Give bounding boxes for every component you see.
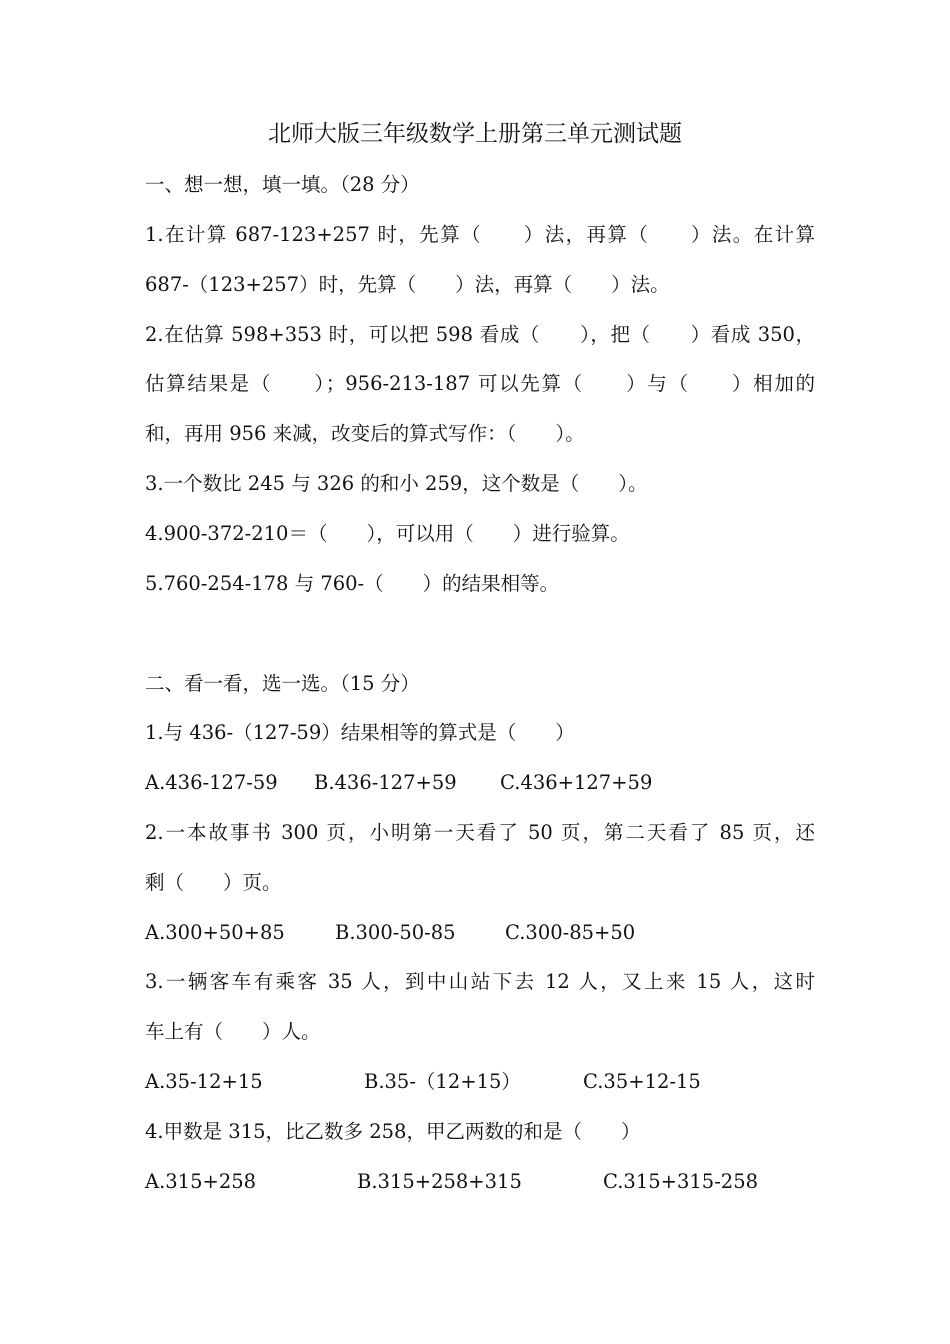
s1-q2-line2: 估算结果是（ ）；956-213-187 可以先算（ ）与（ ）相加的 xyxy=(145,372,815,395)
s2-q3-line1: 3.一辆客车有乘客 35 人，到中山站下去 12 人，又上来 15 人，这时 xyxy=(145,970,815,993)
option-c: C.436+127+59 xyxy=(500,771,653,794)
s2-q3-line2: 车上有（ ）人。 xyxy=(145,1020,321,1043)
s2-q4: 4.甲数是 315，比乙数多 258，甲乙两数的和是（ ） xyxy=(145,1120,641,1143)
section2-heading: 二、看一看，选一选。（15 分） xyxy=(145,672,420,695)
option-a: A.315+258 xyxy=(145,1170,257,1193)
option-c: C.315+315-258 xyxy=(603,1170,759,1193)
s2-q1: 1.与 436-（127-59）结果相等的算式是（ ） xyxy=(145,721,575,744)
s2-q2-line1: 2.一本故事书 300 页，小明第一天看了 50 页，第二天看了 85 页，还 xyxy=(145,821,815,844)
s1-q2-line1: 2.在估算 598+353 时，可以把 598 看成（ ），把（ ）看成 350， xyxy=(145,323,815,346)
option-c: C.35+12-15 xyxy=(583,1070,701,1093)
option-b: B.436-127+59 xyxy=(314,771,457,794)
option-b: B.300-50-85 xyxy=(335,921,456,944)
option-a: A.35-12+15 xyxy=(145,1070,263,1093)
s1-q1-line2: 687-（123+257）时，先算（ ）法，再算（ ）法。 xyxy=(145,273,670,296)
page-title: 北师大版三年级数学上册第三单元测试题 xyxy=(268,121,682,147)
option-a: A.436-127-59 xyxy=(145,771,278,794)
s1-q1-line1: 1.在计算 687-123+257 时，先算（ ）法，再算（ ）法。在计算 xyxy=(145,223,815,246)
s1-q2-line3: 和，再用 956 来减，改变后的算式写作：（ ）。 xyxy=(145,422,585,445)
option-b: B.35-（12+15） xyxy=(364,1070,521,1093)
s1-q4: 4.900-372-210＝（ ），可以用（ ）进行验算。 xyxy=(145,522,630,545)
option-a: A.300+50+85 xyxy=(145,921,285,944)
option-c: C.300-85+50 xyxy=(505,921,636,944)
section1-heading: 一、想一想，填一填。（28 分） xyxy=(145,173,420,196)
s1-q3: 3.一个数比 245 与 326 的和小 259，这个数是（ ）。 xyxy=(145,472,648,495)
s1-q5: 5.760-254-178 与 760-（ ）的结果相等。 xyxy=(145,572,560,595)
s2-q2-line2: 剩（ ）页。 xyxy=(145,871,282,894)
option-b: B.315+258+315 xyxy=(357,1170,522,1193)
